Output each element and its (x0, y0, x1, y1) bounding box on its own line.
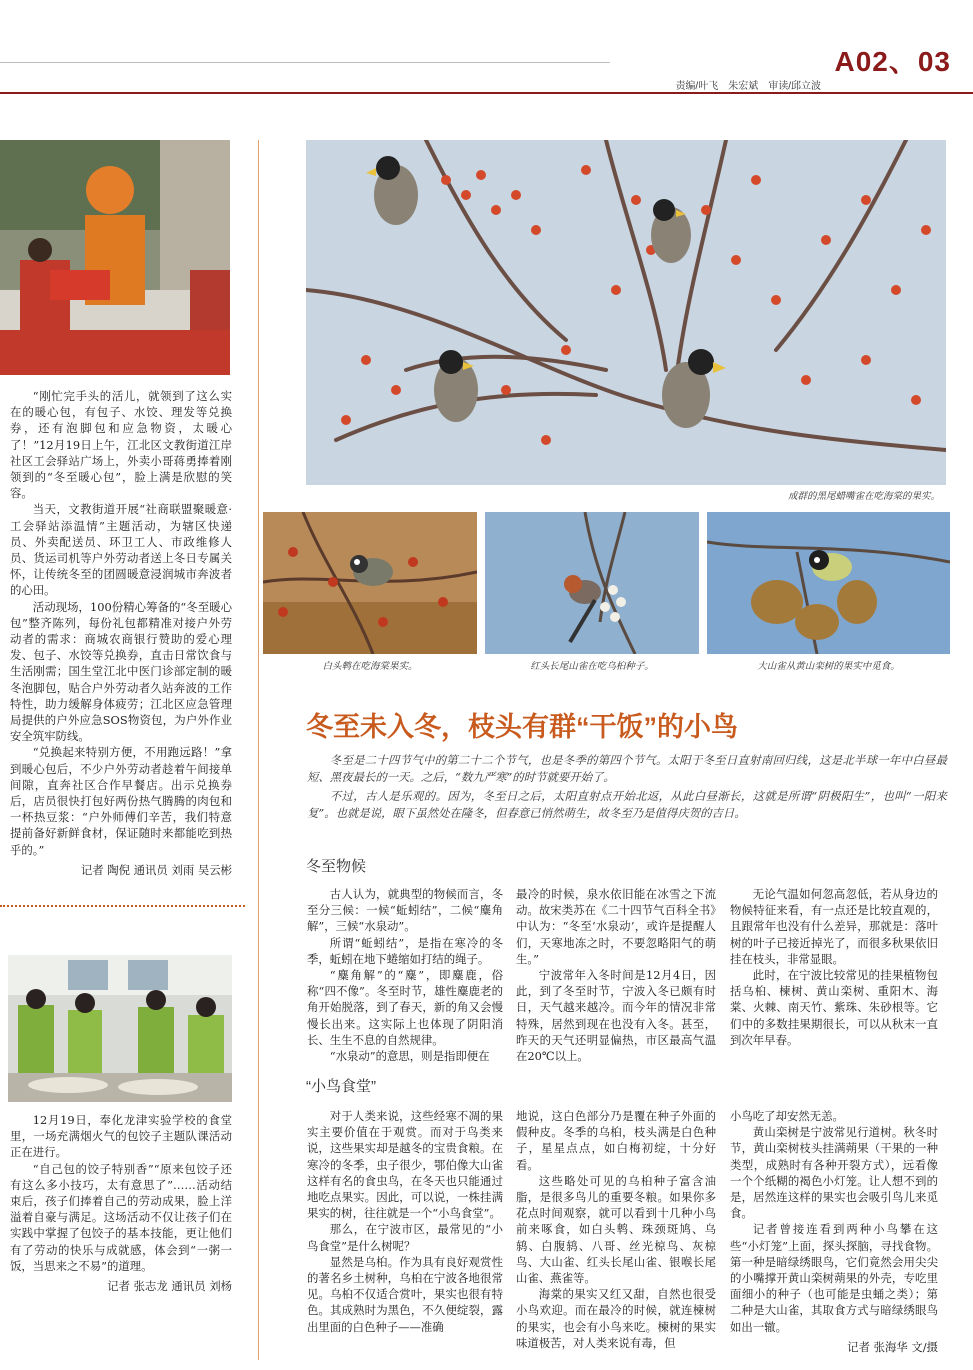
intro-paragraph: 不过，古人是乐观的。因为，冬至日之后，太阳直射点开始北返，从此白昼渐长，这就是所谓“阴极阳生”，也叫“一阳来复”。也就是说，眼下虽然处在隆冬，但春意已悄然萌生，故冬至乃是值得庆贺的吉日。 (307, 789, 947, 820)
section1-title: 冬至物候 (306, 858, 367, 875)
story2-paragraph: 12月19日，奉化龙津实验学校的食堂里，一场充满烟火气的包饺子主题队课活动正在进行。 (10, 1113, 232, 1160)
header-rule (0, 92, 973, 94)
story1-paragraph: “兑换起来特别方便，不用跑远路！”拿到暖心包后，不少户外劳动者趁着午间接单间隙，直奔社区合作早餐店。出示兑换券后，店员很快打包好两份热气腾腾的肉包和一杯热豆浆：“户外师傅们辛苦，我们特意提前备好新鲜食材，保证随时来都能吃到热乎的。” (10, 745, 232, 857)
column-divider (258, 140, 259, 1360)
section1-col2 (516, 886, 716, 1064)
header-thin-rule (0, 62, 610, 63)
story1-paragraph: 活动现场，100份精心筹备的“冬至暖心包”整齐陈列，每份礼包都精准对接户外劳动者的需求：商城农商银行赞助的爱心理发、包子、水饺等兑换券，直击日常饮食与生活刚需；国生堂江北中医门诊部定制的暖冬泡脚包，贴合户外劳动者久站奔波的工作特性，助力缓解身体疲劳；江北区应急管理局提供的户外应急SOS物资包，为户外作业安全筑牢防线。 (10, 599, 232, 744)
grosbeaks-eating-crabapple-photo (306, 140, 946, 485)
section2-paragraph: 黄山栾树是宁波常见行道树。秋冬时节，黄山栾树枝头挂满蒴果（干果的一种类型，成熟时有各种开裂方式），远看像一个个纸糊的褐色小灯笼。让人想不到的是，居然连这样的果实也会吸引鸟儿来觅食。 (730, 1125, 938, 1221)
section2-paragraph: 小鸟吃了却安然无恙。 (730, 1109, 844, 1123)
section2-title: “小鸟食堂” (306, 1078, 376, 1095)
story2-paragraph: “自己包的饺子特别香”“原来包饺子还有这么多小技巧，太有意思了”……活动结束后，孩子们捧着自己的劳动成果，脸上洋溢着自豪与满足。这场活动不仅让孩子们在实践中掌握了包饺子的基本技能，更让他们有了劳动的快乐与成就感，体会到“一粥一饭，当思来之不易”的道理。 (10, 1161, 232, 1273)
story-separator (0, 905, 245, 907)
section2-paragraph: 地说，这白色部分乃是覆在种子外面的假种皮。冬季的乌桕，枝头满是白色种子，星星点点，如白梅初绽，十分好看。 (516, 1109, 716, 1172)
story2-body (10, 1112, 232, 1294)
section2-byline: 记者 张海华 文/摄 (847, 1339, 938, 1354)
section2-paragraph: 记者曾接连看到两种小鸟攀在这些“小灯笼”上面，探头探脑，寻找食物。第一种是暗绿绣眼鸟，它们竟然会用尖尖的小嘴撑开黄山栾树蒴果的外壳，专吃里面细小的种子（也可能是虫蛹之类）；第二种是大山雀，其取食方式与暗绿绣眼鸟如出一辙。 (730, 1222, 938, 1334)
great-tit-photo (707, 512, 950, 654)
section1-paragraph: 此时，在宁波比较常见的挂果植物包括乌桕、楝树、黄山栾树、重阳木、海棠、火棘、南天竹、紫珠、朱砂根等。它们中的多数挂果期很长，可以从秋末一直到次年早春。 (730, 968, 938, 1047)
bulbul-photo (263, 512, 477, 654)
section1-paragraph: 最冷的时候，泉水依旧能在冰雪之下流动。故宋类苏在《二十四节气百科全书》中认为：“冬至‘水泉动’，或许是提醒人们，天寒地冻之时，不要忽略阳气的萌生。” (516, 887, 716, 966)
headline: 冬至未入冬，枝头有群“干饭”的小鸟 (306, 712, 738, 742)
editors-line: 责编/叶飞 朱宏斌 审读/邱立波 (675, 81, 821, 92)
section2-col2 (516, 1108, 716, 1351)
section2-paragraph: 那么，在宁波市区，最常见的“小鸟食堂”是什么树呢？ (307, 1222, 503, 1253)
section1-paragraph: 古人认为，就典型的物候而言，冬至分三候：一候“蚯蚓结”，二候“麋角解”，三候“水泉动”。 (307, 887, 503, 934)
section1-paragraph: “水泉动”的意思，则是指即便在 (329, 1049, 490, 1064)
story1-byline: 记者 陶倪 通讯员 刘雨 吴云彬 (80, 862, 232, 877)
long-tailed-tit-photo (485, 512, 699, 654)
main-photo-caption: 成群的黑尾蜡嘴雀在吃海棠的果实。 (787, 491, 940, 502)
photo1-caption: 白头鹎在吃海棠果实。 (322, 661, 418, 672)
section1-col3 (730, 886, 938, 1048)
section2-paragraph: 对于人类来说，这些经寒不凋的果实主要价值在于观赏。而对于鸟类来说，这些果实却是越冬的宝贵食粮。在寒冷的冬季，虫子很少，鄂伯像大山雀这样有名的食虫鸟，在冬天也只能通过地吃点果实。因此，可以说，一株挂满果实的树，往往就是一个“小鸟食堂”。 (307, 1109, 503, 1221)
courier-receiving-gift-photo (0, 140, 230, 375)
intro (307, 752, 947, 824)
section2-paragraph: 显然是乌桕。作为具有良好观赏性的著名乡土树种，乌桕在宁波各地很常见。乌桕不仅适合赏叶，果实也很有特色。其成熟时为黑色，不久便绽裂，露出里面的白色种子——准确 (307, 1254, 503, 1334)
section2-col1 (307, 1108, 503, 1335)
story1-paragraph: “刚忙完手头的活儿，就领到了这么实在的暖心包，有包子、水饺、理发等兑换券，还有泡脚包和应急物资，太暖心了！”12月19日上午，江北区文教街道江岸社区工会驿站广场上，外卖小哥蒋勇捧着刚领到的“冬至暖心包”，脸上满是欣慰的笑容。 (10, 389, 232, 501)
section1-paragraph: “麋角解”的“麋”，即麋鹿，俗称“四不像”。冬至时节，雄性麋鹿老的角开始脱落，到了春天，新的角又会慢慢长出来。这实际上也体现了阴阳消长、生生不息的自然规律。 (307, 968, 503, 1047)
story2-byline: 记者 张志龙 通讯员 刘杨 (107, 1279, 232, 1294)
photo2-caption: 红头长尾山雀在吃乌桕种子。 (530, 661, 654, 672)
intro-paragraph: 冬至是二十四节气中的第二十二个节气，也是冬季的第四个节气。太阳于冬至日直射南回归线，这是北半球一年中白昼最短、黑夜最长的一天。之后，“数九严寒”的时节就要开始了。 (307, 753, 947, 784)
story1-paragraph: 当天，文教街道开展“社商联盟聚暖意·工会驿站添温情”主题活动，为辖区快递员、外卖配送员、环卫工人、市政维修人员、货运司机等户外劳动者送上冬日专属关怀，让传统冬至的团圆暖意浸润城市奔波者的心田。 (10, 502, 232, 598)
story1-body (10, 388, 232, 878)
section2-paragraph: 海棠的果实又红又甜，自然也很受小鸟欢迎。而在最冷的时候，就连楝树的果实，也会有小鸟来吃。楝树的果实味道极苦，对人类来说有毒，但 (516, 1287, 716, 1350)
section1-paragraph: 无论气温如何忽高忽低，若从身边的物候特征来看，有一点还是比较直观的，且跟常年也没有什么差异，那就是：落叶树的叶子已接近掉光了，而很多秋果依旧挂在枝头，非常显眼。 (730, 887, 938, 966)
section1-paragraph: 宁波常年入冬时间是12月4日，因此，到了冬至时节，宁波入冬已颇有时日，天气越来越冷。而今年的情况非常特殊，居然到现在也没有入冬。甚至，昨天的天气还明显偏热，市区最高气温在20℃以上。 (516, 968, 716, 1064)
photo3-caption: 大山雀从黄山栾树的果实中觅食。 (757, 661, 900, 672)
section2-paragraph: 这些略处可见的乌桕种子富含油脂，是很多鸟儿的重要冬粮。如果你多花点时间观察，就可以看到十几种小鸟前来啄食，如白头鹎、珠颈斑鸠、乌鸫、白腹鸫、八哥、丝光椋鸟、灰椋鸟、大山雀、红头长尾山雀、银喉长尾山雀、燕雀等。 (516, 1173, 716, 1286)
section1-col1 (307, 886, 503, 1064)
section2-col3 (730, 1108, 938, 1355)
students-making-dumplings-photo (8, 955, 232, 1102)
page-number: A02、03 (834, 46, 951, 77)
section1-paragraph: 所谓“蚯蚓结”，是指在寒冷的冬季，蚯蚓在地下蜷缩如打结的绳子。 (307, 935, 503, 966)
